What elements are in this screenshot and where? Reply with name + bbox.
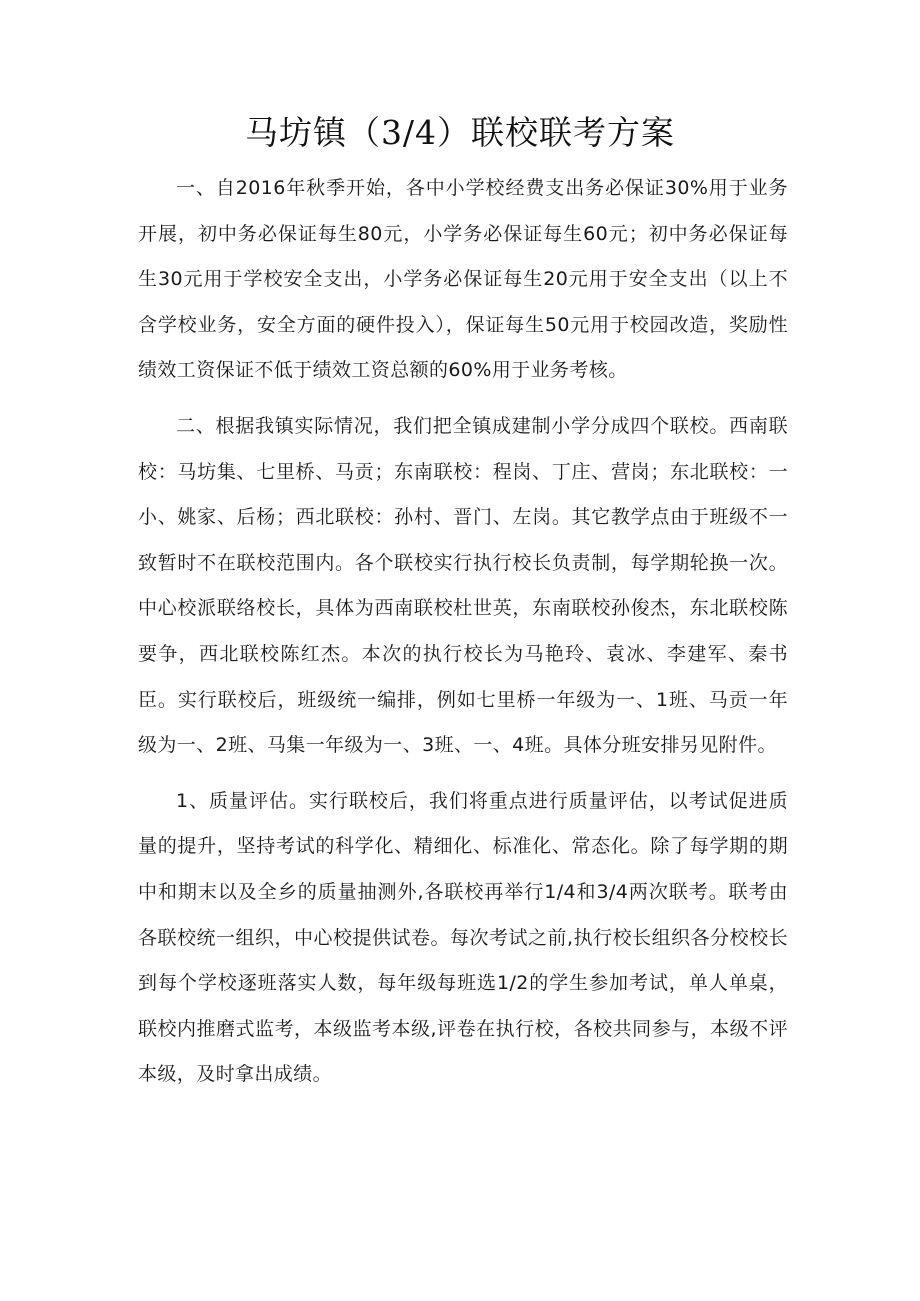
document-body bbox=[138, 166, 788, 1098]
paragraph-quality-assessment: 1、质量评估。实行联校后，我们将重点进行质量评估，以考试促进质量的提升，坚持考试的科学化、精细化、标准化、常态化。除了每学期的期中和期末以及全乡的质量抽测外,各联校再举行1/4和3/4两次联考。联考由各联校统一组织，中心校提供试卷。每次考试之前,执行校长组织各分校校长到每个学校逐班落实人数，每年级每班选1/2的学生参加考试，单人单桌，联校内推磨式监考，本级监考本级,评卷在执行校，各校共同参与，本级不评本级，及时拿出成绩。 bbox=[138, 789, 788, 1086]
paragraph-joint-schools: 二、根据我镇实际情况，我们把全镇成建制小学分成四个联校。西南联校：马坊集、七里桥、马贡；东南联校：程岗、丁庄、营岗；东北联校：一小、姚家、后杨；西北联校：孙村、晋门、左岗。其它教学点由于班级不一致暂时不在联校范围内。各个联校实行执行校长负责制，每学期轮换一次。中心校派联络校长，具体为西南联校杜世英，东南联校孙俊杰，东北联校陈要争，西北联校陈红杰。本次的执行校长为马艳玲、袁冰、李建军、秦书臣。实行联校后，班级统一编排，例如七里桥一年级为一、1班、马贡一年级为一、2班、马集一年级为一、3班、一、4班。具体分班安排另见附件。 bbox=[138, 414, 788, 757]
paragraph-funding: 一、自2016年秋季开始，各中小学校经费支出务必保证30%用于业务开展，初中务必保证每生80元，小学务必保证每生60元；初中务必保证每生30元用于学校安全支出，小学务必保证每生20元用于安全支出（以上不含学校业务，安全方面的硬件投入），保证每生50元用于校园改造，奖励性绩效工资保证不低于绩效工资总额的60%用于业务考核。 bbox=[138, 177, 788, 382]
document-title: 马坊镇（3/4）联校联考方案 bbox=[244, 113, 676, 152]
